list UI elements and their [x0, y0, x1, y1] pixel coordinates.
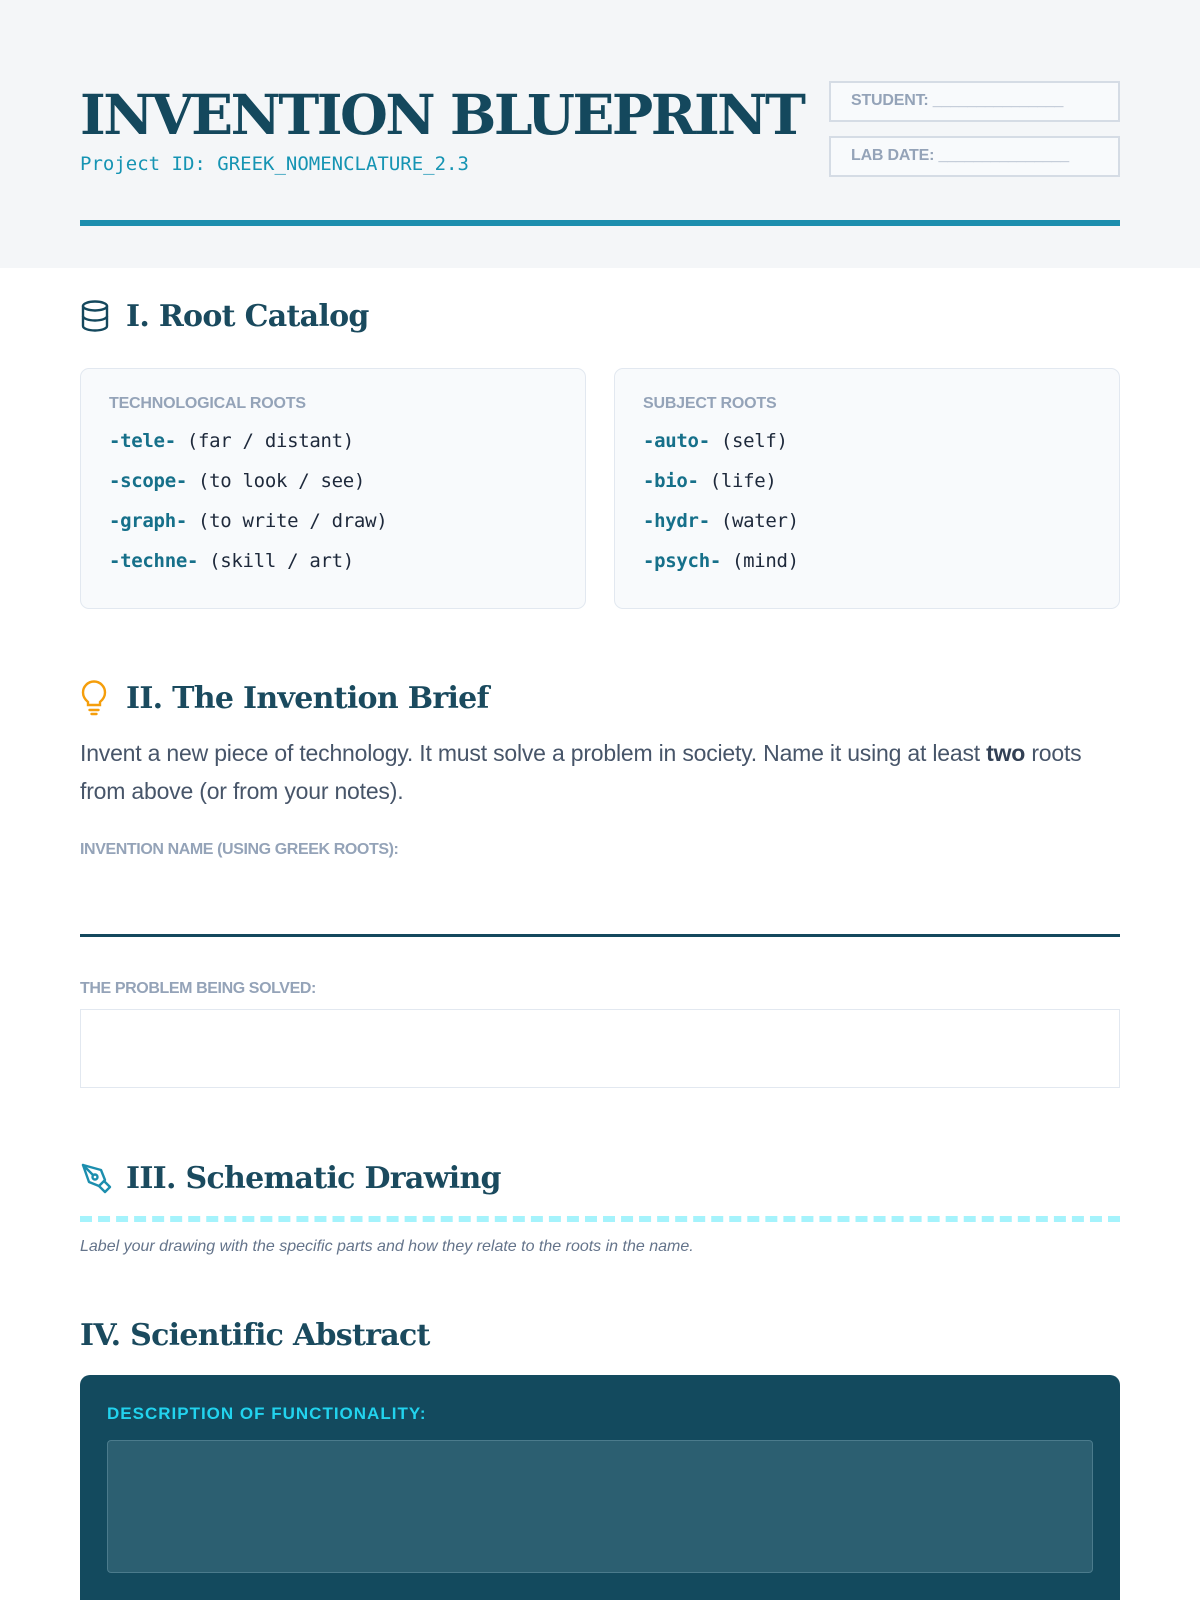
root-term: -tele-	[109, 430, 176, 452]
page-title: INVENTION BLUEPRINT	[80, 82, 804, 147]
root-entry	[109, 541, 557, 581]
root-entry	[109, 421, 557, 461]
lightbulb-icon	[80, 680, 112, 716]
description-field[interactable]	[107, 1440, 1093, 1573]
section-schematic-heading	[80, 1160, 501, 1196]
root-entry	[643, 541, 1091, 581]
brief-emphasis: two	[986, 740, 1026, 766]
header	[0, 0, 1200, 268]
root-term: -psych-	[643, 550, 721, 572]
brief-part: Invent a new piece of technology. It must solve a problem in society. Name it using at least	[80, 740, 987, 766]
brief-text	[80, 734, 1130, 810]
card-label: TECHNOLOGICAL ROOTS	[109, 395, 306, 412]
student-field[interactable]: STUDENT: _______________	[829, 81, 1120, 122]
root-entry	[643, 461, 1091, 501]
root-term: -scope-	[109, 470, 187, 492]
root-entry	[643, 501, 1091, 541]
problem-field[interactable]	[80, 1009, 1120, 1088]
database-icon	[80, 298, 112, 334]
root-term: -bio-	[643, 470, 699, 492]
root-entry	[109, 461, 557, 501]
root-entry	[643, 421, 1091, 461]
lab-date-field[interactable]: LAB DATE: _______________	[829, 136, 1120, 177]
root-meaning: (life)	[709, 470, 777, 492]
section-title: III. Schematic Drawing	[126, 1160, 501, 1196]
section-abstract-heading	[80, 1318, 430, 1353]
root-meaning: (to look / see)	[197, 470, 366, 492]
abstract-panel	[80, 1375, 1120, 1600]
section-title: I. Root Catalog	[126, 298, 369, 334]
root-term: -graph-	[109, 510, 187, 532]
brief-part: roots from above (or from your notes).	[80, 740, 1082, 804]
root-term: -techne-	[109, 550, 199, 572]
subject-roots-card	[614, 368, 1120, 609]
root-meaning: (to write / draw)	[197, 510, 388, 532]
root-term: -hydr-	[643, 510, 710, 532]
root-meaning: (skill / art)	[209, 550, 354, 572]
root-term: -auto-	[643, 430, 710, 452]
drawing-area-divider	[80, 1216, 1120, 1222]
section-title: II. The Invention Brief	[126, 680, 489, 716]
card-label: SUBJECT ROOTS	[643, 395, 777, 412]
header-divider	[80, 220, 1120, 226]
problem-label: THE PROBLEM BEING SOLVED:	[80, 980, 316, 997]
description-label: DESCRIPTION OF FUNCTIONALITY:	[107, 1404, 427, 1423]
invention-name-label: INVENTION NAME (USING GREEK ROOTS):	[80, 841, 399, 858]
pen-tool-icon	[80, 1160, 112, 1196]
drawing-hint: Label your drawing with the specific parts and how they relate to the roots in the name.	[80, 1238, 694, 1255]
root-meaning: (water)	[720, 510, 799, 532]
root-entry	[109, 501, 557, 541]
technological-roots-card	[80, 368, 586, 609]
section-invention-brief-heading	[80, 680, 489, 716]
invention-name-field[interactable]	[80, 934, 1120, 937]
root-meaning: (self)	[720, 430, 788, 452]
project-id: Project ID: GREEK_NOMENCLATURE_2.3	[80, 153, 469, 175]
section-title: IV. Scientific Abstract	[80, 1318, 430, 1353]
root-meaning: (far / distant)	[186, 430, 354, 452]
root-meaning: (mind)	[731, 550, 799, 572]
section-root-catalog-heading	[80, 298, 369, 334]
